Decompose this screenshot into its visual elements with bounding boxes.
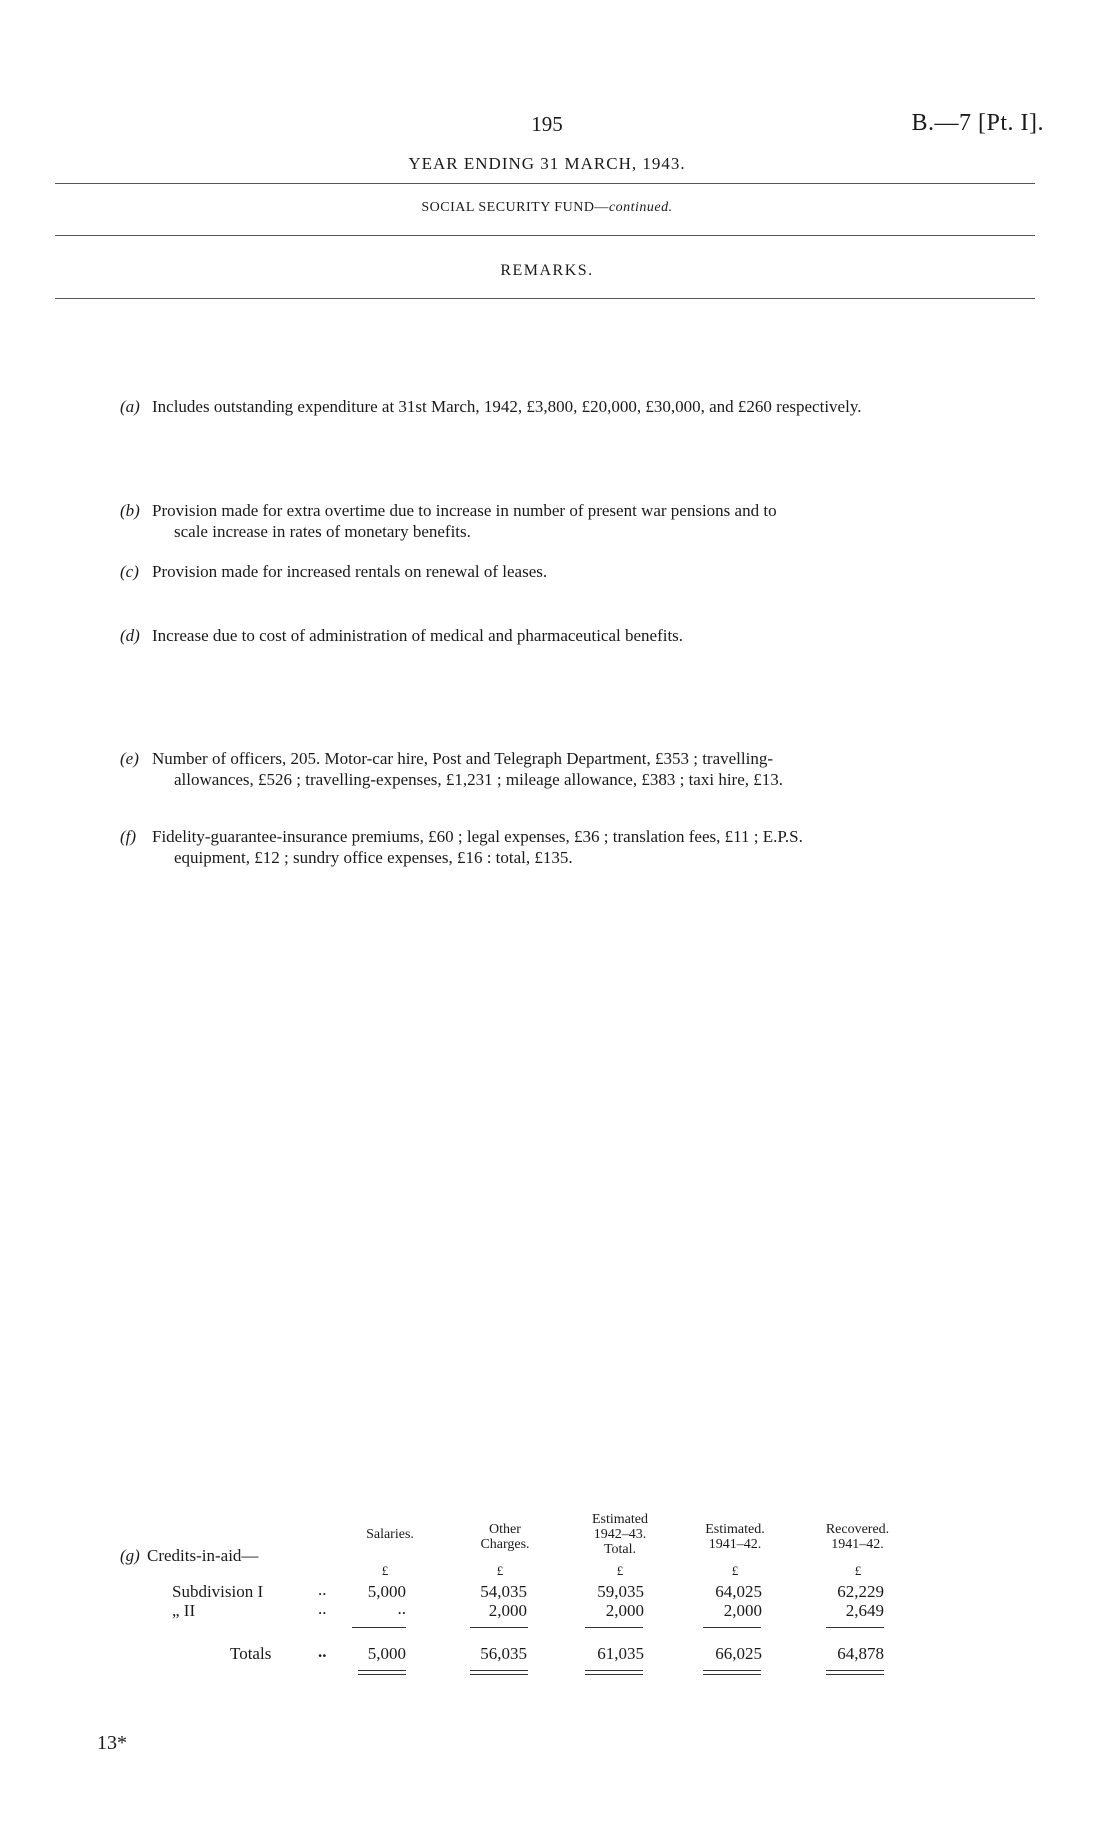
note-continuation: scale increase in rates of monetary benefits. bbox=[174, 522, 471, 541]
column-header-other-charges: Other Charges. bbox=[480, 1522, 530, 1552]
subtotal-rule bbox=[585, 1627, 643, 1628]
total-double-rule bbox=[585, 1670, 643, 1675]
cell-other-charges: 54,035 bbox=[480, 1582, 527, 1601]
cell-recovered-1941: 2,649 bbox=[845, 1601, 884, 1620]
fund-title-suffix: continued. bbox=[608, 200, 673, 215]
year-heading: YEAR ENDING 31 MARCH, 1943. bbox=[408, 154, 686, 173]
total-double-rule bbox=[703, 1670, 761, 1675]
cell-estimated-total: 2,000 bbox=[605, 1601, 644, 1620]
currency-symbol: £ bbox=[381, 1563, 389, 1578]
note-label: (e) bbox=[120, 749, 139, 768]
credits-title: Credits-in-aid— bbox=[147, 1546, 259, 1565]
total-other-charges: 56,035 bbox=[480, 1644, 527, 1663]
total-recovered-1941: 64,878 bbox=[837, 1644, 884, 1663]
page-number: 195 bbox=[531, 112, 563, 136]
currency-symbol: £ bbox=[731, 1563, 739, 1578]
total-double-rule bbox=[470, 1670, 528, 1675]
column-header-recovered-1941: Recovered. 1941–42. bbox=[825, 1522, 890, 1552]
cell-estimated-total: 59,035 bbox=[597, 1582, 644, 1601]
column-header-estimated-total: Estimated 1942–43. Total. bbox=[592, 1512, 648, 1557]
note-label: (d) bbox=[120, 626, 140, 645]
row-label: Subdivision I bbox=[172, 1582, 264, 1601]
note-label: (c) bbox=[120, 562, 139, 581]
note-label: (a) bbox=[120, 397, 140, 416]
subtotal-rule bbox=[470, 1627, 528, 1628]
row-leader: .. bbox=[318, 1599, 327, 1618]
column-header-salaries: Salaries. bbox=[366, 1527, 414, 1542]
currency-symbol: £ bbox=[854, 1563, 862, 1578]
note-label: (b) bbox=[120, 501, 140, 520]
row-leader: .. bbox=[318, 1580, 327, 1599]
note-text: Number of officers, 205. Motor-car hire, Post and Telegraph Department, £353 ; travelling- bbox=[152, 749, 773, 768]
currency-symbol: £ bbox=[616, 1563, 624, 1578]
note-text: Fidelity-guarantee-insurance premiums, £60 ; legal expenses, £36 ; translation fees, £11 ; E.P.S. bbox=[152, 827, 803, 846]
note-continuation: equipment, £12 ; sundry office expenses, £16 : total, £135. bbox=[174, 848, 573, 867]
note-text: Includes outstanding expenditure at 31st March, 1942, £3,800, £20,000, £30,000, and £260 respectively. bbox=[152, 397, 862, 416]
total-salaries: 5,000 bbox=[367, 1644, 406, 1663]
subtotal-rule bbox=[703, 1627, 761, 1628]
note-text: Provision made for increased rentals on renewal of leases. bbox=[152, 562, 548, 581]
subtotal-rule bbox=[826, 1627, 884, 1628]
document-code: B.—7 [Pt. I]. bbox=[911, 110, 1044, 136]
signature-mark: 13* bbox=[97, 1732, 127, 1754]
cell-salaries: 5,000 bbox=[367, 1582, 406, 1601]
subtotal-rule bbox=[352, 1627, 406, 1628]
cell-other-charges: 2,000 bbox=[488, 1601, 527, 1620]
total-estimated-total: 61,035 bbox=[597, 1644, 644, 1663]
cell-estimated-1941: 2,000 bbox=[723, 1601, 762, 1620]
column-header-estimated-1941: Estimated. 1941–42. bbox=[705, 1522, 765, 1552]
note-text: Provision made for extra overtime due to increase in number of present war pensions and to bbox=[152, 501, 777, 520]
total-double-rule bbox=[358, 1670, 406, 1675]
cell-estimated-1941: 64,025 bbox=[715, 1582, 762, 1601]
total-double-rule bbox=[826, 1670, 884, 1675]
totals-label: Totals bbox=[230, 1644, 272, 1663]
credits-label: (g) bbox=[120, 1546, 140, 1565]
row-leader: .. bbox=[318, 1642, 327, 1661]
cell-salaries: .. bbox=[397, 1599, 406, 1618]
cell-recovered-1941: 62,229 bbox=[837, 1582, 884, 1601]
row-label: „ II bbox=[172, 1601, 196, 1620]
currency-symbol: £ bbox=[496, 1563, 504, 1578]
total-estimated-1941: 66,025 bbox=[715, 1644, 762, 1663]
note-label: (f) bbox=[120, 827, 137, 846]
fund-title: SOCIAL SECURITY FUND—continued. bbox=[421, 200, 673, 215]
note-continuation: allowances, £526 ; travelling-expenses, £1,231 ; mileage allowance, £383 ; taxi hire, £13. bbox=[174, 770, 783, 789]
section-title: REMARKS. bbox=[500, 262, 594, 279]
note-text: Increase due to cost of administration of medical and pharmaceutical benefits. bbox=[152, 626, 684, 645]
